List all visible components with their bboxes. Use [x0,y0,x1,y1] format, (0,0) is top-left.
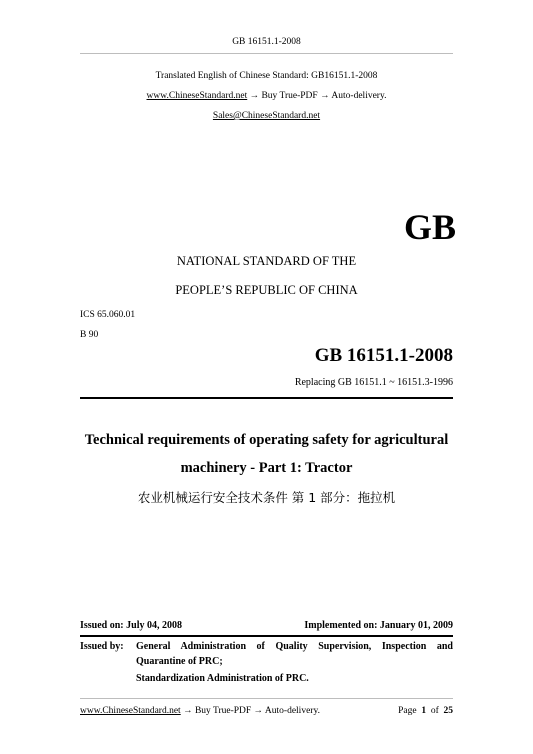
national-line-1: NATIONAL STANDARD OF THE [176,254,357,268]
replacing-line: Replacing GB 16151.1 ~ 16151.3-1996 [294,377,453,388]
page-label: Page [398,706,417,716]
title-divider [80,397,453,399]
ics-code: ICS 65.060.01 [80,310,136,320]
footer-divider [80,698,453,699]
page-total: 25 [443,706,453,716]
implemented-on: Implemented on: January 01, 2009 [304,620,453,631]
national-line-2: PEOPLE’S REPUBLIC OF CHINA [175,283,358,297]
footer-promo-text: → Buy True-PDF → Auto-delivery. [180,706,320,716]
promo-text: → Buy True-PDF → Auto-delivery. [247,91,387,101]
gb-logo: GB [403,207,456,247]
translated-line: Translated English of Chinese Standard: GB16151.1-2008 [155,71,378,81]
issued-by-line-2: Quarantine of PRC; [136,656,223,667]
ccs-code: B 90 [80,330,99,340]
footer-link[interactable]: www.ChineseStandard.net [80,706,181,716]
issued-by-line-1: General Administration of Quality Supervision, Inspection and [136,641,453,652]
footer-promo [80,706,320,716]
title-line-1: Technical requirements of operating safety for agricultural [84,432,449,448]
issued-on: Issued on: July 04, 2008 [80,620,182,631]
header-divider [80,53,453,54]
page-current: 1 [421,706,427,716]
issued-divider [80,635,453,637]
promo-link[interactable]: www.ChineseStandard.net [146,91,248,101]
running-header: GB 16151.1-2008 [232,37,301,47]
title-chinese: 农业机械运行安全技术条件 第 1 部分：拖拉机 [137,490,396,505]
promo-line [0,91,533,101]
standard-number: GB 16151.1-2008 [314,345,453,366]
sales-email-link[interactable]: Sales@ChineseStandard.net [212,111,321,121]
page-of: of [430,706,439,716]
page-indicator [398,706,453,716]
sales-line [0,111,533,121]
issued-by-label: Issued by: [80,641,124,652]
issued-by-line-3: Standardization Administration of PRC. [136,673,309,684]
title-line-2: machinery - Part 1: Tractor [180,460,353,476]
